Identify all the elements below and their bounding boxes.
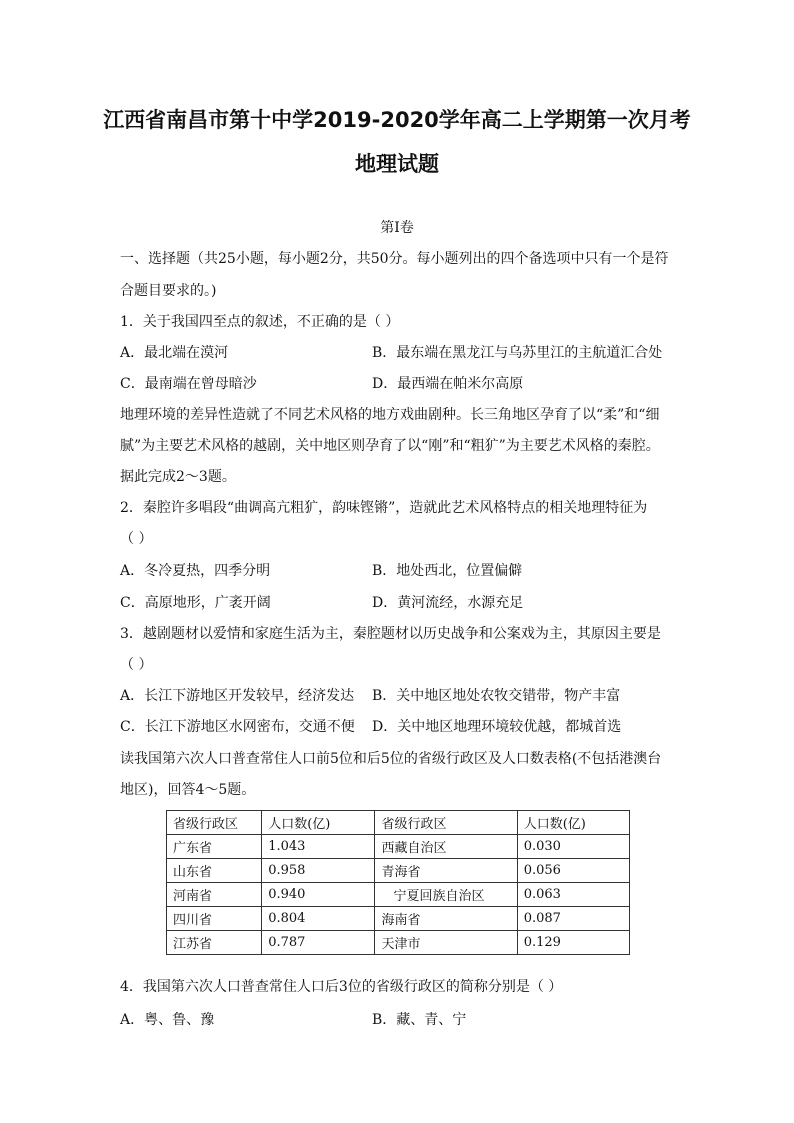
question-4-option-a: A．粤、鲁、豫 <box>120 1012 215 1028</box>
table-cell: 0.940 <box>262 883 375 907</box>
population-table <box>166 810 630 955</box>
table-row <box>167 931 630 955</box>
passage-1-line-3: 据此完成2～3题。 <box>120 469 236 485</box>
question-2-option-b: B．地处西北，位置偏僻 <box>372 563 523 579</box>
table-cell: 宁夏回族自治区 <box>375 883 517 907</box>
table-cell: 天津市 <box>375 931 517 955</box>
table-cell: 0.804 <box>262 907 375 931</box>
question-3-option-b: B．关中地区地处农牧交错带，物产丰富 <box>372 688 621 704</box>
table-cell: 0.030 <box>517 835 629 859</box>
table-header-cell: 人口数(亿) <box>262 811 375 835</box>
table-cell: 0.087 <box>517 907 629 931</box>
question-1-option-d: D．最西端在帕米尔高原 <box>372 376 524 392</box>
table-cell: 四川省 <box>167 907 262 931</box>
question-1-option-c: C．最南端在曾母暗沙 <box>120 376 257 392</box>
passage-1-line-2: 腻”为主要艺术风格的越剧，关中地区则孕育了以“刚”和“粗犷”为主要艺术风格的秦腔。 <box>120 438 660 454</box>
table-cell: 0.958 <box>262 859 375 883</box>
table-cell: 山东省 <box>167 859 262 883</box>
page-title: 江西省南昌市第十中学2019-2020学年高二上学期第一次月考 <box>103 108 691 132</box>
question-2-option-a: A．冬冷夏热，四季分明 <box>120 563 271 579</box>
passage-1-line-1: 地理环境的差异性造就了不同艺术风格的地方戏曲剧种。长三角地区孕育了以“柔”和“细 <box>120 407 660 423</box>
passage-2-line-2: 地区)，回答4～5题。 <box>120 782 256 798</box>
question-3-option-a: A．长江下游地区开发较早，经济发达 <box>120 688 355 704</box>
question-2-stem: 2．秦腔许多唱段“曲调高亢粗犷，韵味铿锵”，造就此艺术风格特点的相关地理特征为 <box>120 500 648 516</box>
table-cell: 1.043 <box>262 835 375 859</box>
question-2-option-c: C．高原地形，广袤开阔 <box>120 595 271 611</box>
table-header-row <box>167 811 630 835</box>
passage-2-line-1: 读我国第六次人口普查常住人口前5位和后5位的省级行政区及人口数表格(不包括港澳台 <box>120 751 662 767</box>
table-cell: 江苏省 <box>167 931 262 955</box>
table-cell: 西藏自治区 <box>375 835 517 859</box>
table-cell: 广东省 <box>167 835 262 859</box>
volume-label: 第I卷 <box>380 220 414 236</box>
table-row <box>167 835 630 859</box>
question-1-option-b: B．最东端在黑龙江与乌苏里江的主航道汇合处 <box>372 345 663 361</box>
table-header-cell: 省级行政区 <box>375 811 517 835</box>
table-cell: 海南省 <box>375 907 517 931</box>
table-row <box>167 907 630 931</box>
question-4-stem: 4．我国第六次人口普查常住人口后3位的省级行政区的简称分别是（ ） <box>120 979 563 995</box>
question-4-option-b: B．藏、青、宁 <box>372 1012 467 1028</box>
question-2-option-d: D．黄河流经，水源充足 <box>372 595 524 611</box>
table-cell: 0.063 <box>517 883 629 907</box>
question-1-option-a: A．最北端在漠河 <box>120 345 229 361</box>
table-header-cell: 人口数(亿) <box>517 811 629 835</box>
table-row <box>167 859 630 883</box>
question-3-option-d: D．关中地区地理环境较优越，都城首选 <box>372 719 622 735</box>
table-cell: 青海省 <box>375 859 517 883</box>
table-cell: 0.787 <box>262 931 375 955</box>
table-header-cell: 省级行政区 <box>167 811 262 835</box>
question-2-paren: （ ） <box>120 531 153 547</box>
question-3-paren: （ ） <box>120 657 153 673</box>
instructions-line-1: 一、选择题（共25小题，每小题2分，共50分。每小题列出的四个备选项中只有一个是符 <box>120 251 669 267</box>
question-3-stem: 3．越剧题材以爱情和家庭生活为主，秦腔题材以历史战争和公案戏为主，其原因主要是 <box>120 626 661 642</box>
table-cell: 0.056 <box>517 859 629 883</box>
question-1-stem: 1．关于我国四至点的叙述，不正确的是（ ） <box>120 314 400 330</box>
table-cell: 河南省 <box>167 883 262 907</box>
question-3-option-c: C．长江下游地区水网密布，交通不便 <box>120 719 355 735</box>
instructions-line-2: 合题目要求的。) <box>120 283 217 299</box>
table-cell: 0.129 <box>517 931 629 955</box>
table-row <box>167 883 630 907</box>
page-subtitle: 地理试题 <box>355 152 439 176</box>
